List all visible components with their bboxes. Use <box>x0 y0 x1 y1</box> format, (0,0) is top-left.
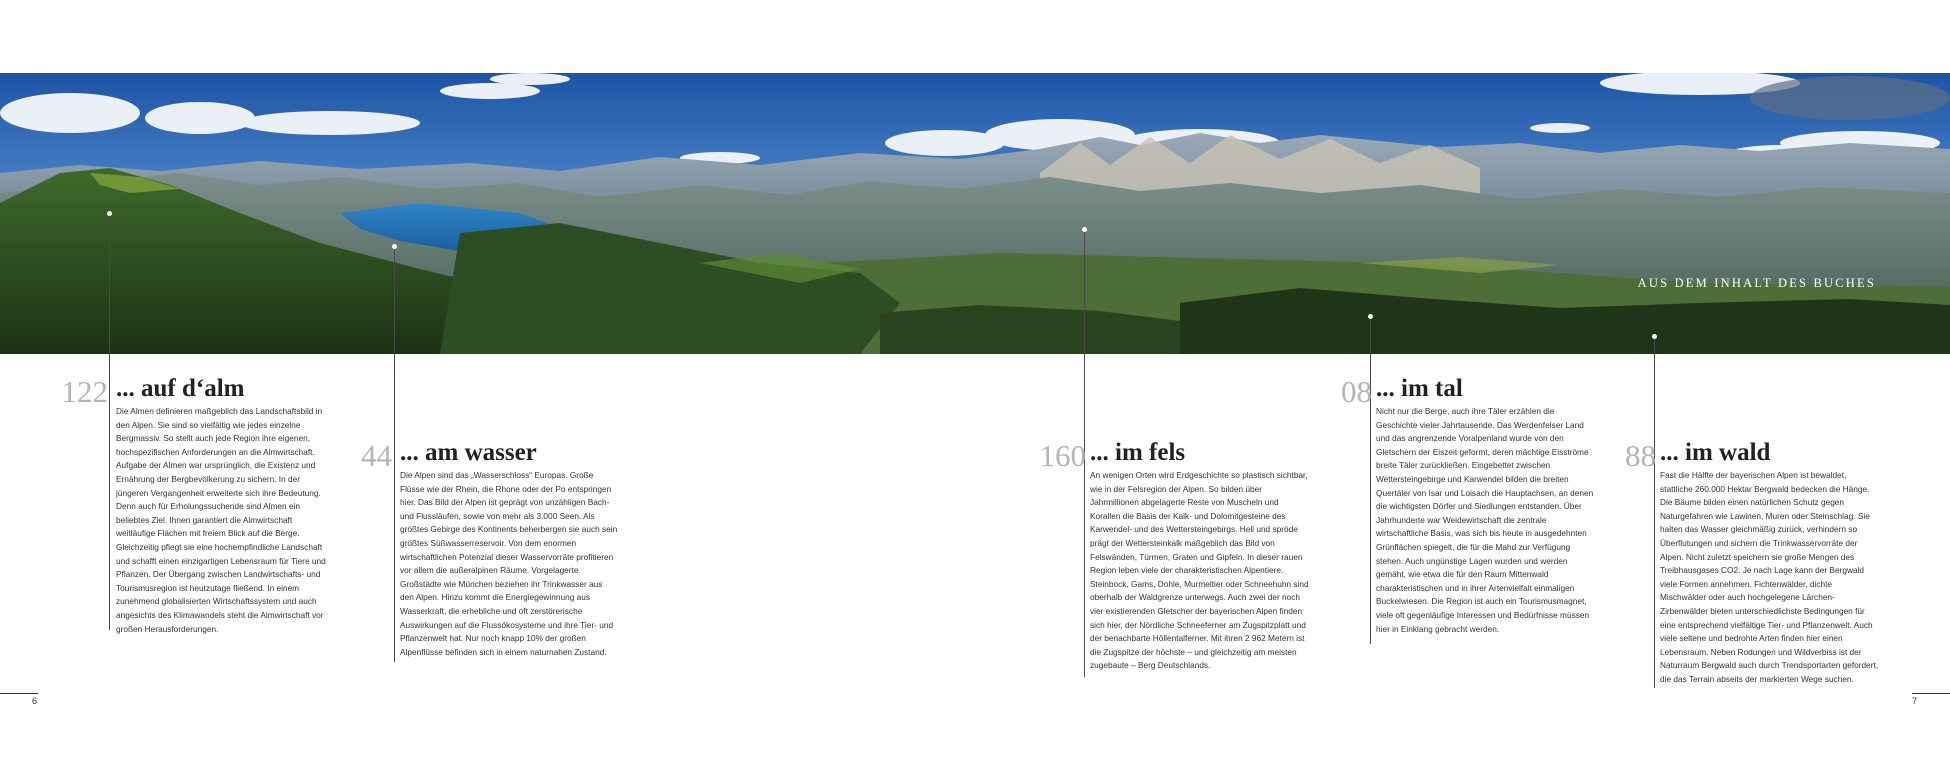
section-page-number: 88 <box>1625 438 1656 473</box>
section-body: Fast die Hälfte der bayerischen Alpen ist bewaldet, stattliche 260.000 Hektar Bergwald bedecken die Hänge. Die Bäume bilden einen natürlichen Schutz gegen Naturgefahren wie Lawinen, Muren oder Steinschlag. Sie halten das Wasser gleichmäßig zurück, verhindern so Überflutungen und sichern die Trinkwasservorräte der Alpen. Nicht zuletzt speichern sie große Mengen des Treibhausgases CO2. Je nach Lage kann der Bergwald viele Formen annehmen. Fichtenwälder, dichte Mischwälder oder auch hochgelegene Lärchen-Zirbenwälder bieten unterschiedlichste Bedingungen für eine entsprechend vielfältige Tier- und Pflanzenwelt. Auch viele seltene und bedrohte Arten finden hier einen Lebensraum. Neben Rodungen und Wildverbiss ist der Naturraum Bergwald auch durch Trendsportarten gefordert, die das Terrain abseits der markierten Wege suchen. <box>1660 470 1879 684</box>
section-title: ... im fels <box>1090 439 1186 466</box>
section-alm <box>61 374 332 636</box>
section-title: ... auf d‘alm <box>116 375 245 402</box>
folio-left: 6 <box>32 696 38 706</box>
section-title: ... am wasser <box>400 439 537 466</box>
section-title: ... im wald <box>1660 439 1771 466</box>
leader-line-wasser <box>394 246 395 662</box>
folio-rule-left <box>0 693 38 694</box>
section-fels <box>1039 438 1310 673</box>
section-body: Die Almen definieren maßgeblich das Landschaftsbild in den Alpen. Sie sind so vielfältig wie jedes einzelne Bergmassiv. So stellt auch jede Region ihre eigenen, hochspezifischen Anforderungen an die Almwirtschaft. Aufgabe der Almen war ursprünglich, die Existenz und Ernährung der Bergbevölkerung zu sichern. In der jüngeren Vergangenheit erweiterte sich ihre Bedeutung. Denn auch für Erholungssuchende sind Almen ein beliebtes Ziel. Ihnen garantiert die Almwirtschaft weitläufige Flächen mit freiem Blick auf die Berge. Gleichzeitig pflegt sie eine hochempfindliche Landschaft und schafft einen einzigartigen Lebensraum für Tiere und Pflanzen. Der Übergang zwischen Landwirtschafts- und Tourismusregion ist heutzutage fließend. In einem zunehmend globalisierten Wirtschaftssystem und auch angesichts des Klimawandels steht die Almwirtschaft vor großen Herausforderungen. <box>116 406 326 634</box>
section-title: ... im tal <box>1376 375 1463 402</box>
section-page-number: 08 <box>1341 374 1372 409</box>
section-body: An wenigen Orten wird Erdgeschichte so plastisch sichtbar, wie in der Felsregion der Alpen. So bilden über Jahrmillionen abgelagerte Reste von Muscheln und Korallen die Basis der Kalk- und Dolomitgesteine des Karwendel- und des Wettersteingebirgs. Hell und spröde prägt der Wettersteinkalk maßgeblich das Bild von Felswänden, Türmen, Graten und Gipfeln. In dieser rauen Region leben viele der charakteristischen Alpentiere. Steinbock, Gams, Dohle, Murmeltier oder Schneehuhn sind oberhalb der Waldgrenze unterwegs. Auch zwei der noch vier existierenden Gletscher der bayerischen Alpen finden sich hier, der Nördliche Schneeferner am Zugspitzplatt und der benachbarte Höllentalferner. Mit ihren 2 962 Metern ist die Zugspitze der höchste – und gleichzeitig am meisten zugebaute – Berg Deutschlands. <box>1090 470 1309 671</box>
section-body: Nicht nur die Berge, auch ihre Täler erzählen die Geschichte vieler Jahrtausende. Das Werdenfelser Land und das angrenzende Voralpenland wurde von den Gletschern der Eiszeit geformt, deren mächtige Eisströme breite Täler zurückließen. Eingebettet zwischen Wettersteingebirge und Karwendel bilden die breiten Quertäler von Isar und Loisach die Hauptachsen, an denen die wichtigsten Dörfer und Siedlungen entstanden. Über Jahrhunderte war Weidewirtschaft die zentrale wirtschaftliche Basis, was sich bis heute in ausgedehnten Grünflächen spiegelt, die für die Mahd zur Verfügung stehen. Auch ungünstige Lagen wurden und werden gemäht, wie etwa die für den Raum Mittenwald charakteristischen und in ihrer Artenvielfalt einmaligen Buckelwiesen. Die Region ist auch ein Tourismusmagnet, viele oft gegenläufige Interessen und Bedürfnisse müssen hier in Einklang gebracht werden. <box>1376 406 1594 634</box>
section-page-number: 160 <box>1039 438 1086 473</box>
mountain-panorama-image <box>0 73 1950 354</box>
section-page-number: 122 <box>61 374 108 409</box>
leader-line-tal <box>1370 316 1371 644</box>
folio-rule-right <box>1912 693 1950 694</box>
section-wasser <box>361 438 618 659</box>
section-tal <box>1341 374 1596 636</box>
section-body: Die Alpen sind das „Wasserschloss“ Europas. Große Flüsse wie der Rhein, die Rhone oder der Po entspringen hier. Das Bild der Alpen ist geprägt von unzähligen Bach- und Flussläufen, sowie von mehr als 3.000 Seen. Als größtes Gebirge des Kontinents beherbergen sie auch sein größtes Süßwasserreservoir. Von dem enormen wirtschaftlichen Potenzial dieser Wasservorräte profitieren vor allem die außeralpinen Räume. Vorgelagerte Großstädte wie München beziehen ihr Trinkwasser aus den Alpen. Hinzu kommt die Energiegewinnung aus Wasserkraft, die erhebliche und oft zerstörerische Auswirkungen auf die Flussökosysteme und ihre Tier- und Pflanzenwelt hat. Nur noch knapp 10% der großen Alpenflüsse befinden sich in einem naturnahen Zustand. <box>400 470 618 657</box>
book-contents-heading: AUS DEM INHALT DES BUCHES <box>1637 276 1876 290</box>
leader-line-alm <box>109 213 110 630</box>
folio-right: 7 <box>1912 696 1918 706</box>
section-wald <box>1625 438 1880 687</box>
leader-line-wald <box>1654 336 1655 688</box>
section-page-number: 44 <box>361 438 392 473</box>
